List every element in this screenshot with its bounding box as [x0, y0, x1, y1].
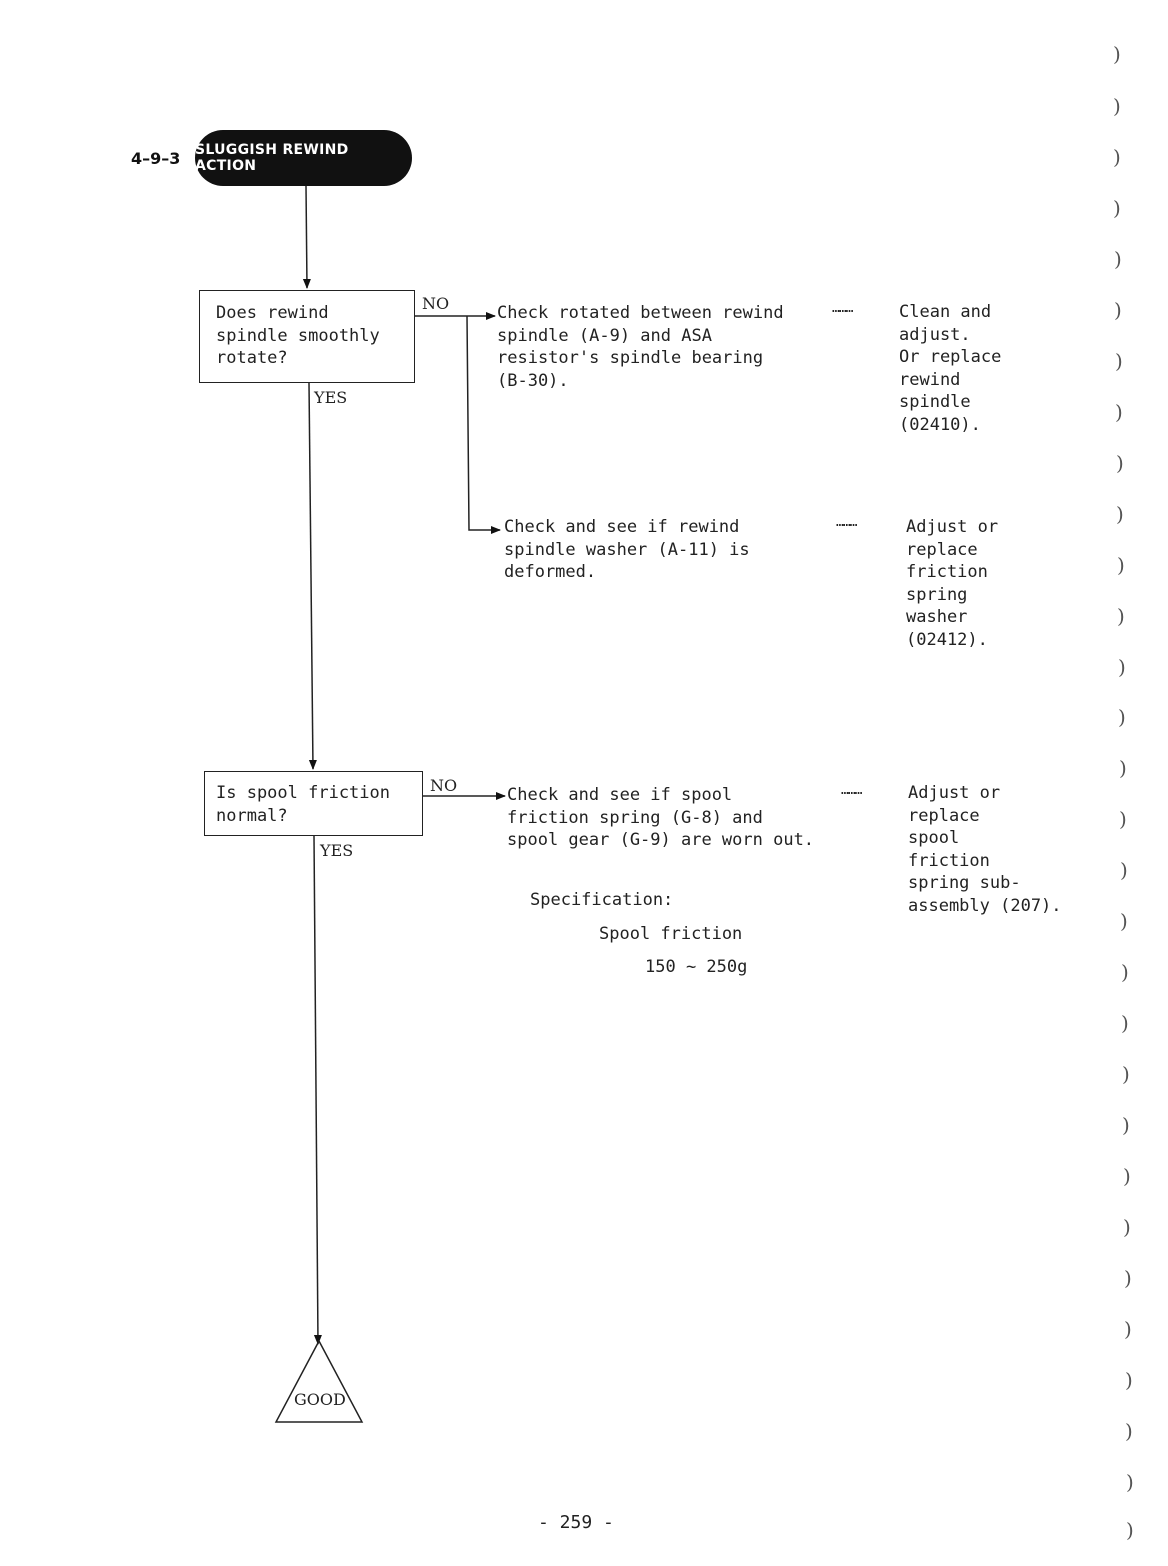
- connector-q2-yes: [314, 836, 318, 1344]
- margin-mark: ): [1120, 858, 1128, 882]
- check-spool-spring-text: Check and see if spool friction spring (G-8) and spool gear (G-9) are worn out.: [507, 785, 815, 850]
- margin-mark: ): [1126, 1470, 1134, 1494]
- q1-no-label: NO: [422, 294, 450, 313]
- margin-mark: ): [1113, 145, 1121, 169]
- margin-mark: ): [1123, 1164, 1131, 1188]
- margin-mark: ): [1124, 1266, 1132, 1290]
- good-terminal-label: GOOD: [294, 1390, 346, 1409]
- section-title: SLUGGISH REWIND ACTION: [195, 142, 349, 174]
- margin-mark: ): [1114, 298, 1122, 322]
- margin-mark: ): [1114, 247, 1122, 271]
- margin-mark: ): [1123, 1215, 1131, 1239]
- margin-mark: ): [1125, 1368, 1133, 1392]
- margin-mark: ): [1124, 1317, 1132, 1341]
- margin-mark: ): [1116, 502, 1124, 526]
- section-number: 4–9–3: [131, 149, 181, 168]
- specification-value: 150 ~ 250g: [645, 957, 748, 977]
- margin-mark: ): [1122, 1062, 1130, 1086]
- section-title-pill: [195, 130, 412, 186]
- specification-item: Spool friction: [599, 924, 743, 944]
- connector-q1-no-branch: [467, 316, 500, 530]
- margin-mark: ): [1117, 604, 1125, 628]
- question-rewind-spindle-text: Does rewind spindle smoothly rotate?: [216, 303, 380, 368]
- margin-mark: ): [1116, 451, 1124, 475]
- q2-yes-label: YES: [320, 841, 354, 860]
- question-box-rewind-spindle: [199, 290, 415, 383]
- margin-mark: ): [1113, 196, 1121, 220]
- q1-yes-label: YES: [314, 388, 348, 407]
- question-box-spool-friction: [204, 771, 423, 836]
- check-rotation-text: Check rotated between rewind spindle (A-9) and ASA resistor's spindle bearing (B-30).: [497, 303, 784, 391]
- page-number: - 259 -: [538, 1512, 614, 1533]
- remedy-friction-spring-washer-text: Adjust or replace friction spring washer (02412).: [906, 517, 999, 650]
- good-terminal-triangle: [276, 1341, 362, 1422]
- margin-mark: ): [1125, 1419, 1133, 1443]
- check-rotation-leader: ………: [832, 301, 853, 316]
- margin-mark: ): [1122, 1113, 1130, 1137]
- check-washer-leader: ………: [836, 515, 857, 530]
- margin-mark: ): [1117, 553, 1125, 577]
- margin-mark: ): [1119, 756, 1127, 780]
- connector-q1-yes: [309, 383, 313, 769]
- q2-no-label: NO: [430, 776, 458, 795]
- margin-mark: ): [1118, 705, 1126, 729]
- margin-mark: ): [1126, 1518, 1134, 1542]
- margin-mark: ): [1118, 655, 1126, 679]
- margin-mark: ): [1121, 960, 1129, 984]
- remedy-clean-adjust-text: Clean and adjust. Or replace rewind spindle (02410).: [899, 302, 1002, 435]
- check-spool-spring-leader: ………: [841, 783, 862, 798]
- margin-mark: ): [1115, 349, 1123, 373]
- margin-mark: ): [1121, 1011, 1129, 1035]
- check-washer-text: Check and see if rewind spindle washer (A-11) is deformed.: [504, 517, 750, 582]
- remedy-spool-friction-spring-text: Adjust or replace spool friction spring sub- assembly (207).: [908, 783, 1062, 916]
- margin-mark: ): [1113, 94, 1121, 118]
- margin-mark: ): [1120, 909, 1128, 933]
- margin-mark: ): [1119, 807, 1127, 831]
- specification-label: Specification:: [530, 890, 674, 910]
- question-spool-friction-text: Is spool friction normal?: [216, 783, 390, 826]
- connector-start-to-q1: [306, 186, 307, 288]
- margin-mark: ): [1115, 400, 1123, 424]
- margin-mark: ): [1113, 42, 1121, 66]
